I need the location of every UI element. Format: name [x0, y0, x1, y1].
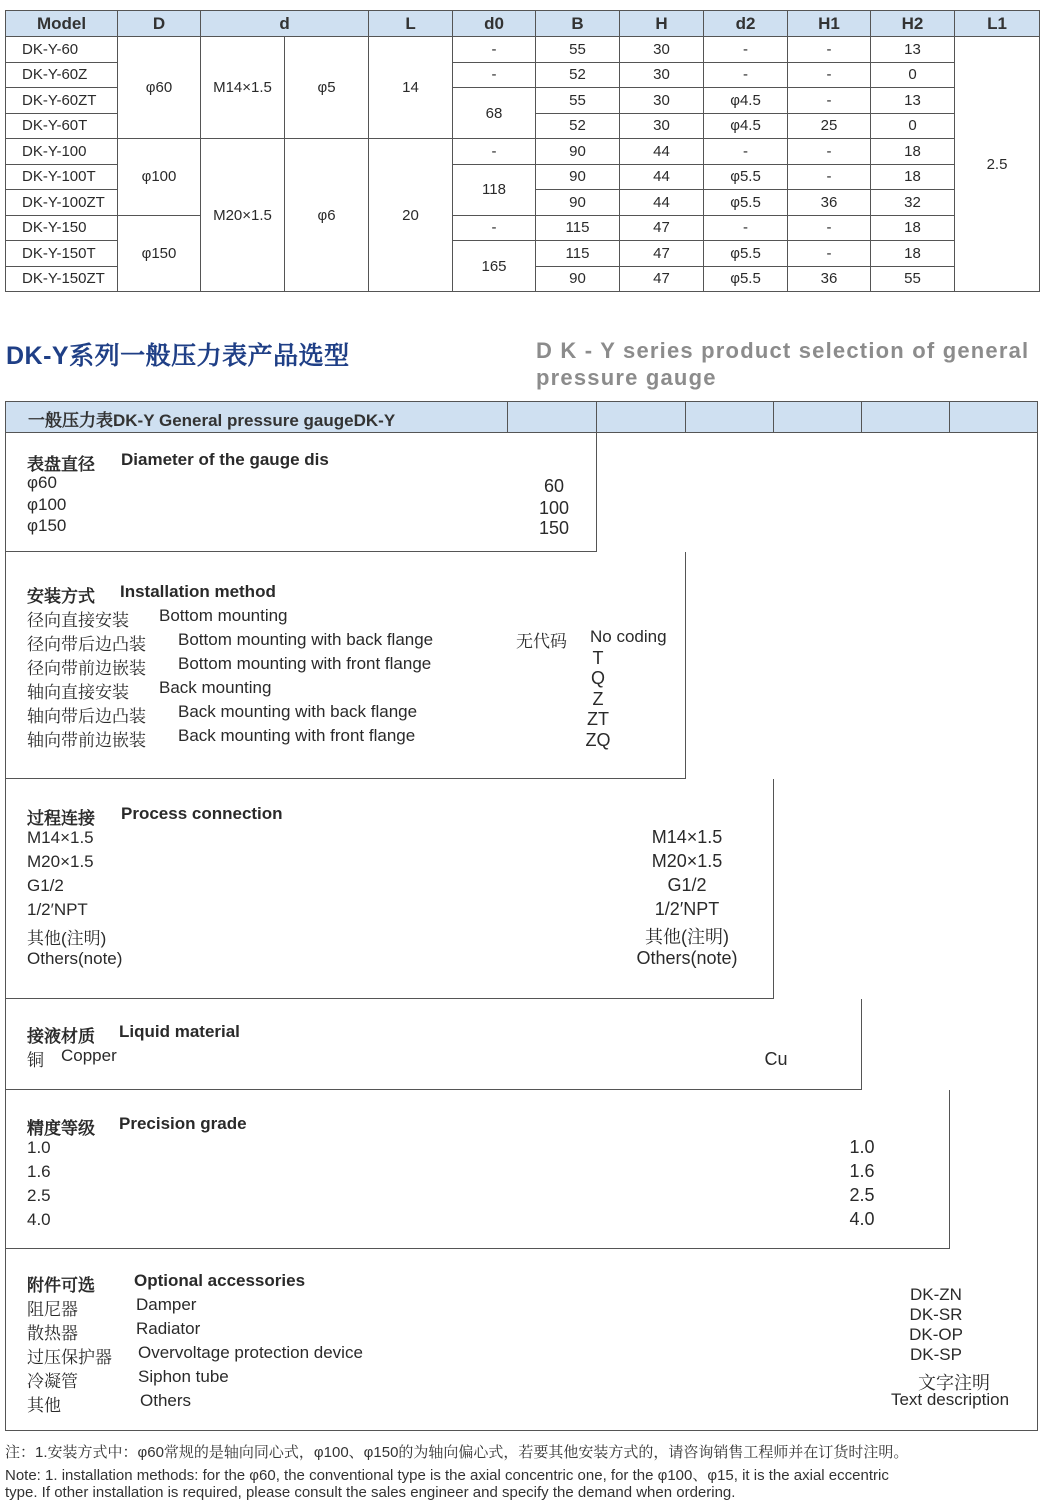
- d2-cell: -: [704, 139, 788, 165]
- model-cell: DK-Y-60: [6, 37, 118, 63]
- accessories-title-cn: 附件可选: [27, 1276, 95, 1295]
- model-cell: DK-Y-150ZT: [6, 266, 118, 292]
- H1-cell: -: [788, 241, 871, 267]
- accessories-title-en: Optional accessories: [134, 1271, 306, 1290]
- col-header: B: [536, 11, 620, 37]
- install-code: T: [592, 648, 604, 668]
- install-item-cn: 轴向直接安装: [27, 683, 129, 702]
- accessory-code: DK-OP: [909, 1325, 963, 1344]
- model-cell: DK-Y-150T: [6, 241, 118, 267]
- precision-item: 1.0: [27, 1138, 51, 1157]
- install-item-en: Bottom mounting with back flange: [178, 630, 434, 649]
- d0-cell: -: [453, 37, 536, 63]
- H1-cell: 36: [788, 190, 871, 216]
- install-title-cn: 安装方式: [27, 587, 95, 606]
- diameter-item: φ60: [27, 473, 57, 492]
- H-cell: 30: [620, 113, 704, 139]
- diameter-code: 150: [538, 518, 570, 538]
- process-title-cn: 过程连接: [27, 809, 95, 828]
- d2-cell: φ5.5: [704, 164, 788, 190]
- B-cell: 90: [536, 266, 620, 292]
- header-divider: [861, 402, 862, 433]
- install-item-en: Bottom mounting: [159, 606, 288, 625]
- note-en-line2: type. If other installation is required, please consult the sales engineer and specify the demand when ordering.: [5, 1484, 736, 1501]
- note-en-line1: Note: 1. installation methods: for the φ60, the conventional type is the axial concentric one, for the φ100、φ15, it is the axial eccentric: [5, 1467, 889, 1484]
- diameter-section: [6, 433, 597, 552]
- install-item-cn: 轴向带后边凸装: [27, 707, 146, 726]
- B-cell: 52: [536, 113, 620, 139]
- accessory-item-cn: 冷凝管: [27, 1372, 78, 1391]
- col-header: H1: [788, 11, 871, 37]
- H2-cell: 13: [871, 37, 955, 63]
- model-cell: DK-Y-100: [6, 139, 118, 165]
- accessory-code: DK-SR: [909, 1305, 963, 1324]
- model-cell: DK-Y-100T: [6, 164, 118, 190]
- process-code: M14×1.5: [651, 827, 723, 847]
- d0-cell: -: [453, 215, 536, 241]
- H-cell: 30: [620, 88, 704, 114]
- D-cell: φ100: [118, 139, 201, 216]
- accessory-item-cn: 过压保护器: [27, 1348, 112, 1367]
- H2-cell: 18: [871, 164, 955, 190]
- B-cell: 90: [536, 164, 620, 190]
- selection-block: [5, 401, 1038, 1431]
- process-item: 1/2′NPT: [27, 900, 88, 919]
- precision-code: 1.0: [849, 1137, 875, 1157]
- model-cell: DK-Y-100ZT: [6, 190, 118, 216]
- d2-cell: φ5.5: [704, 190, 788, 216]
- d0-cell: 68: [453, 88, 536, 139]
- B-cell: 55: [536, 37, 620, 63]
- col-header: Model: [6, 11, 118, 37]
- selection-header: [6, 402, 1037, 433]
- H1-cell: -: [788, 139, 871, 165]
- H1-cell: -: [788, 215, 871, 241]
- accessory-item-en: Damper: [136, 1295, 197, 1314]
- process-item: 其他(注明): [27, 929, 107, 948]
- liquid-title-en: Liquid material: [119, 1022, 240, 1041]
- H2-cell: 0: [871, 62, 955, 88]
- install-code: Q: [590, 668, 605, 688]
- col-header: d2: [704, 11, 788, 37]
- d2-cell: φ4.5: [704, 88, 788, 114]
- process-code: M20×1.5: [651, 851, 723, 871]
- H-cell: 30: [620, 37, 704, 63]
- B-cell: 52: [536, 62, 620, 88]
- header-divider: [685, 402, 686, 433]
- install-nocode-en: No coding: [590, 627, 667, 646]
- H1-cell: -: [788, 37, 871, 63]
- model-cell: DK-Y-150: [6, 215, 118, 241]
- col-header: D: [118, 11, 201, 37]
- H2-cell: 18: [871, 241, 955, 267]
- install-code: ZQ: [585, 730, 611, 750]
- process-code: 其他(注明): [645, 927, 729, 947]
- H1-cell: -: [788, 164, 871, 190]
- header-divider: [596, 402, 597, 433]
- precision-code: 4.0: [849, 1209, 875, 1229]
- process-section: [6, 779, 774, 999]
- table-row: [6, 37, 1040, 63]
- accessory-item-cn: 散热器: [27, 1324, 78, 1343]
- header-divider: [949, 402, 950, 433]
- install-item-cn: 径向带后边凸装: [27, 635, 146, 654]
- col-header: L: [369, 11, 453, 37]
- H2-cell: 13: [871, 88, 955, 114]
- col-header: H2: [871, 11, 955, 37]
- B-cell: 90: [536, 139, 620, 165]
- process-item: M20×1.5: [27, 852, 94, 871]
- header-divider: [507, 402, 508, 433]
- diameter-item: φ100: [27, 495, 67, 514]
- install-nocode-cn: 无代码: [516, 632, 567, 651]
- precision-section: [6, 1090, 950, 1249]
- B-cell: 90: [536, 190, 620, 216]
- process-item: Others(note): [27, 949, 123, 968]
- phi-cell: φ6: [285, 139, 369, 292]
- d-cell: M20×1.5: [201, 139, 285, 292]
- H1-cell: -: [788, 62, 871, 88]
- diameter-title-en: Diameter of the gauge dis: [121, 450, 329, 469]
- diameter-code: 100: [538, 498, 570, 518]
- install-item-en: Back mounting with back flange: [178, 702, 418, 721]
- d2-cell: φ5.5: [704, 241, 788, 267]
- liquid-item-cn: 铜: [27, 1051, 44, 1070]
- process-code: G1/2: [667, 875, 707, 895]
- process-title-en: Process connection: [121, 804, 283, 823]
- note-cn: 注：1.安装方式中：φ60常规的是轴向同心式，φ100、φ150的为轴向偏心式，若要其他安装方式的，请咨询销售工程师并在订货时注明。: [5, 1444, 909, 1461]
- table-header-row: [6, 11, 1040, 37]
- d0-cell: -: [453, 139, 536, 165]
- B-cell: 55: [536, 88, 620, 114]
- process-code: Others(note): [636, 948, 738, 968]
- d2-cell: φ5.5: [704, 266, 788, 292]
- D-cell: φ60: [118, 37, 201, 139]
- precision-title-en: Precision grade: [119, 1114, 247, 1133]
- install-code: Z: [592, 689, 604, 709]
- precision-item: 2.5: [27, 1186, 51, 1205]
- H-cell: 44: [620, 139, 704, 165]
- accessory-code: Text description: [890, 1390, 1010, 1409]
- accessory-code: DK-SP: [910, 1345, 962, 1364]
- col-header: H: [620, 11, 704, 37]
- diameter-item: φ150: [27, 516, 67, 535]
- diameter-code: 60: [543, 476, 565, 496]
- diameter-title-cn: 表盘直径: [27, 455, 95, 474]
- install-item-en: Back mounting: [159, 678, 272, 697]
- d-cell: M14×1.5: [201, 37, 285, 139]
- B-cell: 115: [536, 215, 620, 241]
- section-title-en: D K - Y series product selection of general pressure gauge: [536, 338, 1030, 390]
- header-divider: [773, 402, 774, 433]
- d0-cell: 165: [453, 241, 536, 292]
- table-row: [6, 215, 1040, 241]
- install-title-en: Installation method: [120, 582, 276, 601]
- H-cell: 30: [620, 62, 704, 88]
- H1-cell: -: [788, 88, 871, 114]
- liquid-section: [6, 999, 862, 1090]
- d0-cell: 118: [453, 164, 536, 215]
- H1-cell: 25: [788, 113, 871, 139]
- D-cell: φ150: [118, 215, 201, 292]
- d2-cell: φ4.5: [704, 113, 788, 139]
- H-cell: 44: [620, 190, 704, 216]
- L-cell: 14: [369, 37, 453, 139]
- process-item: M14×1.5: [27, 828, 94, 847]
- model-cell: DK-Y-60T: [6, 113, 118, 139]
- L1-cell: 2.5: [955, 37, 1040, 292]
- install-code: ZT: [587, 709, 609, 729]
- d2-cell: -: [704, 37, 788, 63]
- install-section: [6, 552, 686, 779]
- selection-header-title: 一般压力表DK-Y General pressure gaugeDK-Y: [28, 411, 396, 430]
- install-item-en: Bottom mounting with front flange: [178, 654, 432, 673]
- liquid-item-en: Copper: [61, 1046, 117, 1065]
- d0-cell: -: [453, 62, 536, 88]
- precision-item: 1.6: [27, 1162, 51, 1181]
- install-item-cn: 轴向带前边嵌装: [27, 731, 146, 750]
- section-title-cn: DK-Y系列一般压力表产品选型: [6, 342, 350, 370]
- accessory-code: DK-ZN: [910, 1285, 962, 1304]
- accessory-item-cn: 阻尼器: [27, 1300, 78, 1319]
- liquid-title-cn: 接液材质: [27, 1027, 95, 1046]
- accessory-item-cn: 其他: [27, 1396, 61, 1415]
- H1-cell: 36: [788, 266, 871, 292]
- model-cell: DK-Y-60ZT: [6, 88, 118, 114]
- accessory-code: 文字注明: [918, 1373, 990, 1393]
- B-cell: 115: [536, 241, 620, 267]
- precision-code: 2.5: [849, 1185, 875, 1205]
- H2-cell: 18: [871, 139, 955, 165]
- d2-cell: -: [704, 62, 788, 88]
- accessory-item-en: Siphon tube: [138, 1367, 229, 1386]
- H2-cell: 55: [871, 266, 955, 292]
- H2-cell: 0: [871, 113, 955, 139]
- precision-item: 4.0: [27, 1210, 51, 1229]
- col-header: d: [201, 11, 369, 37]
- install-item-cn: 径向带前边嵌装: [27, 659, 146, 678]
- phi-cell: φ5: [285, 37, 369, 139]
- L-cell: 20: [369, 139, 453, 292]
- precision-code: 1.6: [849, 1161, 875, 1181]
- install-item-cn: 径向直接安装: [27, 611, 129, 630]
- install-item-en: Back mounting with front flange: [178, 726, 416, 745]
- liquid-code: Cu: [764, 1049, 788, 1069]
- accessories-section: [6, 1249, 1037, 1430]
- table-row: [6, 139, 1040, 165]
- process-code: 1/2′NPT: [654, 899, 720, 919]
- H2-cell: 32: [871, 190, 955, 216]
- H2-cell: 18: [871, 215, 955, 241]
- process-item: G1/2: [27, 876, 64, 895]
- col-header: L1: [955, 11, 1040, 37]
- d2-cell: -: [704, 215, 788, 241]
- model-cell: DK-Y-60Z: [6, 62, 118, 88]
- accessory-item-en: Overvoltage protection device: [138, 1343, 363, 1362]
- accessory-item-en: Others: [140, 1391, 192, 1410]
- H-cell: 47: [620, 215, 704, 241]
- col-header: d0: [453, 11, 536, 37]
- accessory-item-en: Radiator: [136, 1319, 201, 1338]
- H-cell: 44: [620, 164, 704, 190]
- H-cell: 47: [620, 241, 704, 267]
- precision-title-cn: 精度等级: [27, 1119, 95, 1138]
- H-cell: 47: [620, 266, 704, 292]
- dimension-table: [5, 10, 1040, 292]
